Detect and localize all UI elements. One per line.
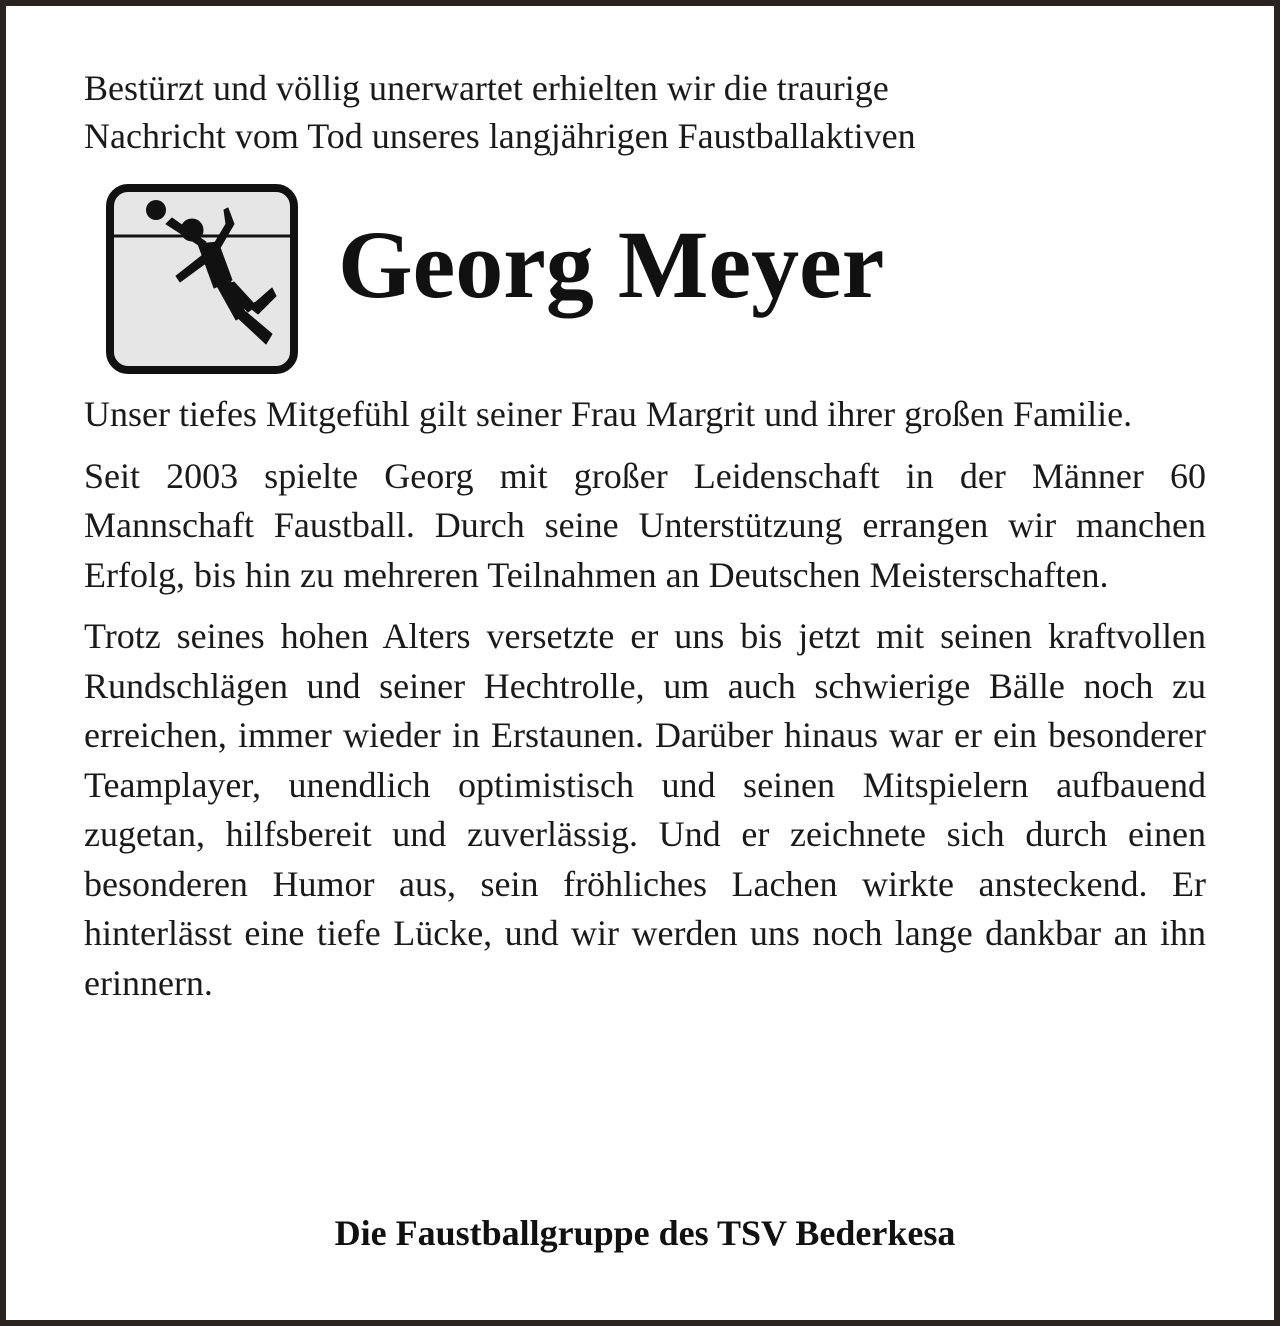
obituary-content xyxy=(84,64,1206,1253)
name-header xyxy=(84,160,1206,366)
paragraph-career: Seit 2003 spielte Georg mit großer Leidenschaft in der Männer 60 Mannschaft Faustball. Durch seine Unterstützung errangen wir manchen Erfolg, bis hin zu mehreren Teilnahmen an Deutschen Meisterschaften. xyxy=(84,455,1206,595)
deceased-name: Georg Meyer xyxy=(338,211,885,318)
paragraph-condolence: Unser tiefes Mitgefühl gilt seiner Frau Margrit und ihrer großen Familie. xyxy=(84,394,1133,434)
paragraph-tribute: Trotz seines hohen Alters versetzte er uns bis jetzt mit seinen kraftvollen Rundschlägen und seiner Hechtrolle, um auch schwierige Bälle noch zu erreichen, immer wieder in Erstaunen. Darüber hinaus war er ein besonderer Teamplayer, unendlich optimistisch und seinen Mitspielern aufbauend zugetan, hilfsbereit und zuverlässig. Und er zeichnete sich durch einen besonderen Humor aus, sein fröhliches Lachen wirkte ansteckend. Er hinterlässt eine tiefe Lücke, und wir werden uns noch lange dankbar an ihn erinnern. xyxy=(84,616,1206,1003)
intro-line-2: Nachricht vom Tod unseres langjährigen Faustballaktiven xyxy=(84,116,916,156)
signature: Die Faustballgruppe des TSV Bederkesa xyxy=(334,1213,956,1253)
intro-text xyxy=(84,64,1206,160)
obituary-body xyxy=(84,390,1206,1008)
intro-line-1: Bestürzt und völlig unerwartet erhielten wir die traurige xyxy=(84,68,889,108)
faustball-player-icon xyxy=(106,184,298,374)
